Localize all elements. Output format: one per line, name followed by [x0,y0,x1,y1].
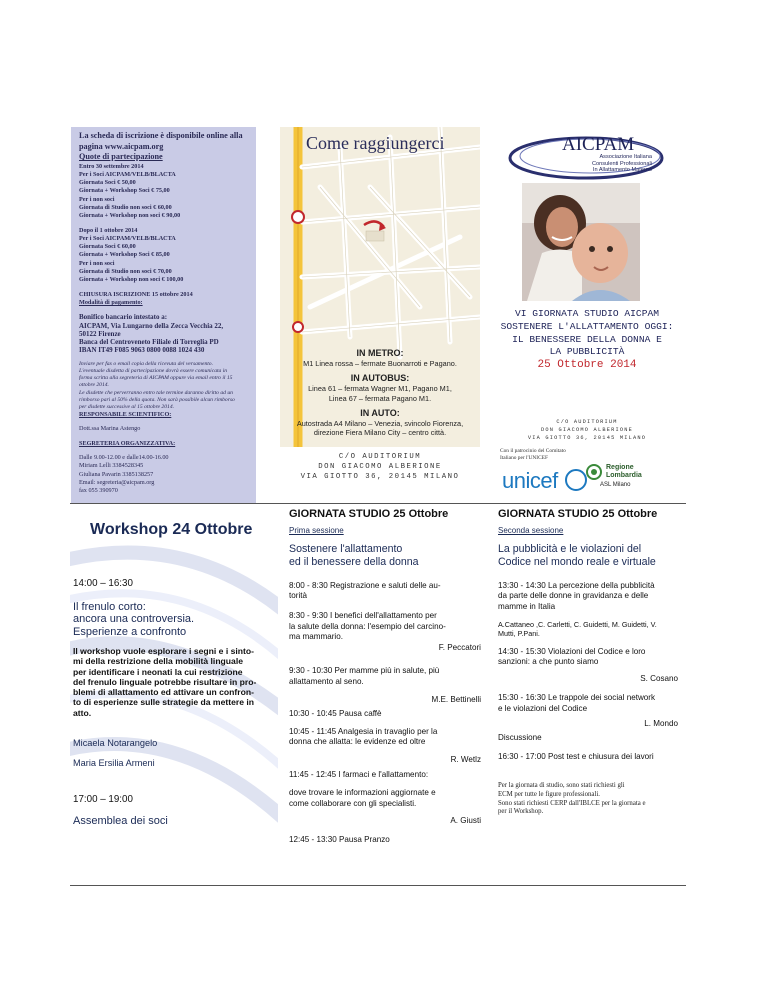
agenda-line: 16:30 - 17:00 Post test e chiusura dei lavori [498,751,654,761]
bus-heading: IN AUTOBUS: [350,373,410,384]
bottom-divider [70,885,686,886]
reg-line: Giornata + Workshop non soci € 90,00 [79,212,181,220]
speaker: Mutti, P.Pani. [498,629,540,639]
agenda-line: la salute della donna: l'esempio del carcino- [289,621,446,631]
lombardia-logo [586,462,664,490]
venue-line: VIA GIOTTO 36, 20145 MILANO [527,435,647,441]
venue-line: VIA GIOTTO 36, 20145 MILANO [300,473,460,481]
conference-line: LA PUBBLICITÀ [549,346,625,358]
agenda-line: ma mammario. [289,632,343,642]
agenda-line: 15:30 - 16:30 Le trappole dei social network [498,692,656,702]
reg-line: Dopo il 1 ottobre 2014 [79,226,138,234]
reg-line: Miriam Lelli 3384528345 [79,462,144,470]
workshop-subtitle-line: Esperienze a confronto [73,625,187,638]
reg-line: Giornata + Workshop Soci € 75,00 [79,187,170,195]
reg-line: AICPAM, Via Lungarno della Zecca Vecchia 22, [79,321,224,330]
workshop-subtitle-line: ancora una controversia. [73,613,195,626]
workshop-desc-line: Il workshop vuole esplorare i segni e i sinto- [73,646,254,656]
agenda-line: donna che allatta: le evidenze ed oltre [289,737,426,747]
workshop-subtitle-line: Il frenulo corto: [73,601,146,613]
speaker: R. Wetlz [450,755,481,765]
reg-line: Per i Soci AICPAM/VELB/BLACTA [79,234,176,242]
mother-child-photo [522,183,640,301]
auto-heading: IN AUTO: [360,407,400,418]
assembly-time: 17:00 – 19:00 [73,794,133,805]
agenda-line: torità [289,591,307,601]
session-header: GIORNATA STUDIO 25 Ottobre [498,508,658,520]
note-line: Per la giornata di studio, sono stati richiesti gli [498,782,625,790]
reg-line: Per i non soci [79,195,115,203]
reg-line: Quote di partecipazione [79,152,163,161]
speaker: F. Peccatori [438,643,481,653]
session-title [289,543,481,569]
reg-line: Giornata + Workshop non soci € 100,00 [79,276,184,284]
lombardia-text: Lombardia [606,472,642,479]
reg-line: IBAN IT49 F085 9063 0800 0088 1024 430 [79,346,205,355]
reg-line: ottobre 2014. [79,382,109,389]
agenda-line: 14:30 - 15:30 Violazioni del Codice e loro [498,646,646,656]
workshop-desc-line: blemi di allattamento ed attivare un confron- [73,687,254,698]
reg-line: RESPONSABILE SCIENTIFICO: [79,411,172,419]
reg-line: Entro 30 settembre 2014 [79,162,144,170]
session-title-line: Sostenere l'allattamento [289,543,403,555]
agenda-line: sanzioni: a che punto siamo [498,657,599,667]
asl-text: ASL Milano [600,482,631,488]
conference-title [497,308,677,372]
conference-line: VI GIORNATA STUDIO AICPAM [515,308,659,319]
note-line: per il Workshop. [498,808,544,816]
metro-heading: IN METRO: [356,348,404,358]
reg-line: 50122 Firenze [79,329,121,338]
venue-line: DON GIACOMO ALBERIONE [318,463,442,471]
agenda-line: Discussione [498,732,542,742]
workshop-desc-line: to di esperienze sulle strategie da mettere in [73,697,255,708]
reg-line: per disdette successive al 15 ottobre 2014. [79,403,175,410]
bus-text: Linea 61 – fermata Wagner M1, Pagano M1, [308,384,452,394]
aicpam-name: AICPAM [562,134,635,155]
venue-address [280,452,480,482]
agenda-line: come collaborare con gli specialisti. [289,799,417,809]
lombardia-rose-icon [586,464,602,480]
agenda-line: da parte delle donne in gravidanza e delle [498,591,649,601]
patronage-text [500,448,660,462]
agenda-line: 12:45 - 13:30 Pausa Pranzo [289,834,390,844]
session-title-line: La pubblicità e le violazioni del [498,543,642,555]
workshop-description [73,646,273,718]
reg-line: rimborso pari al 50% della quota. Non sarà possibile alcun rimborso [79,396,235,403]
aicpam-sub: Consulenti Professionali [591,160,652,167]
agenda-line: allattamento al seno. [289,676,364,686]
agenda-line: mamme in Italia [498,602,556,611]
venue-line: DON GIACOMO ALBERIONE [541,427,633,433]
session-title-line: ed il benessere della donna [289,555,419,568]
aicpam-sub: In Allattamento Materno [592,167,652,174]
conference-date: 25 Ottobre 2014 [537,359,637,372]
auto-text: direzione Fiera Milano City – centro città. [313,428,447,438]
reg-line: La scheda di iscrizione è disponibile online alla [79,131,243,140]
speaker: L. Mondo [644,719,678,729]
reg-line: Modalità di pagamento: [79,298,143,306]
workshop-desc-line: mi della restrizione della mobilità linguale [73,656,244,667]
reg-line: L'eventuale disdetta di partecipazione dovrà essere comunicata in [79,367,228,374]
workshop-desc-line: del frenulo linguale potrebbe risultare in pro- [73,676,257,687]
session-title [498,543,678,569]
session-label: Prima sessione [289,526,344,535]
agenda-line: 10:30 - 10:45 Pausa caffè [289,708,382,718]
patron-line: Italiano per l'UNICEF [500,455,548,461]
venue-line: C/O AUDITORIUM [556,419,618,425]
workshop-subtitle [73,601,273,638]
session-header: GIORNATA STUDIO 25 Ottobre [289,508,449,520]
venue-line: C/O AUDITORIUM [338,453,422,461]
agenda-line: 10:45 - 11:45 Analgesia in travaglio per la [289,726,438,736]
metro-text: M1 Linea rossa – fermate Buonarroti e Pagano. [303,359,457,368]
agenda-line: 9:30 - 10:30 Per mamme più in salute, più [289,665,440,675]
auto-text: Autostrada A4 Milano – Venezia, svincolo Fiorenza, [296,418,464,428]
reg-line: Giornata Soci € 50,00 [79,179,136,187]
session-2 [498,508,678,817]
unicef-text: unicef [502,468,558,493]
conference-line: SOSTENERE L'ALLATTAMENTO OGGI: [500,320,674,332]
session-1 [289,508,481,845]
patron-line: Con il patrocinio del Comitato [500,448,566,454]
lombardia-text: Regione [606,464,634,471]
agenda-line: 8:30 - 9:30 I benefici dell'allattamento per [289,611,437,620]
workshop-title: Workshop 24 Ottobre [90,521,253,538]
conference-line: IL BENESSERE DELLA DONNA E [512,333,662,345]
reg-line: Giornata di Studio non soci € 60,00 [79,203,172,211]
agenda-line: dove trovare le informazioni aggiornate e [289,788,436,798]
reg-line: Per i non soci [79,259,115,267]
session-label: Seconda sessione [498,526,564,535]
assembly-title: Assemblea dei soci [73,815,168,827]
reg-line: Le disdette che perverranno entro tale termine daranno diritto ad un [79,389,233,396]
reg-line: Bonifico bancario intestato a: [79,313,168,322]
registration-panel [71,127,256,503]
note-line: Sono stati richiesti CERP dall'IBLCE per la giornata e [498,799,646,807]
aicpam-sub: Associazione Italiana [599,154,652,160]
reg-line: CHIUSURA ISCRIZIONE 15 ottobre 2014 [79,290,193,298]
agenda-line: 13:30 - 14:30 La percezione della pubblicità [498,580,655,590]
session-title-line: Codice nel mondo reale e virtuale [498,555,656,568]
aicpam-logo [506,132,668,180]
reg-line: Email: segreteria@aicpam.org [79,478,155,486]
speaker-name: Micaela Notarangelo [73,738,158,748]
speaker-name: Maria Ersilia Armeni [73,758,155,768]
reg-line: Dott.ssa Marina Astengo [79,425,141,433]
reg-line: Dalle 9.00-12.00 e dalle14.00-16.00 [79,454,169,462]
workshop-desc-line: per identificare i neonati la cui restrizione [73,666,243,677]
reg-line: Giornata + Workshop Soci € 85,00 [79,251,170,259]
reg-line: forma scritta alla segreteria di AICPAM oppure via email entro il 15 [79,375,233,382]
agenda-line: 11:45 - 12:45 I farmaci e l'allattamento: [289,769,429,779]
venue-address-2 [497,418,677,442]
reg-line: fax 055 390970 [79,487,118,495]
reg-line: Giornata di Studio non soci € 70,00 [79,268,172,276]
reg-line: SEGRETERIA ORGANIZZATIVA: [79,439,176,447]
speaker: A.Cattaneo ,C. Carletti, C. Guidetti, M. Guidetti, V. [498,619,657,629]
agenda-line: 8:00 - 8:30 Registrazione e saluti delle au- [289,580,441,590]
reg-line: Inviare per fax o email copia della ricevuta del versamento. [79,360,214,367]
reg-line: Banca del Centroveneto Filiale di Torreglia PD [79,338,219,347]
reg-line: Giornata Soci € 60,00 [79,243,136,251]
reg-line: Per i Soci AICPAM/VELB/BLACTA [79,170,176,178]
note-line: ECM per tutte le figure professionali. [498,790,600,798]
workshop-desc-line: atto. [73,707,92,718]
globe-icon [565,469,587,491]
reg-line: pagina www.aicpam.org [79,141,164,151]
speaker: A. Giusti [450,815,481,825]
unicef-logo [502,468,587,494]
workshop-time: 14:00 – 16:30 [73,578,133,589]
map-title: Come raggiungerci [306,133,445,153]
reg-line: Giuliana Pavarin 3385138257 [79,470,154,478]
agenda-line: e le violazioni del Codice [498,703,588,713]
speaker: M.E. Bettinelli [431,695,481,705]
directions [280,348,480,437]
bus-text: Linea 67 – fermata Pagano M1. [328,393,432,403]
speaker: S. Cosano [640,674,678,684]
